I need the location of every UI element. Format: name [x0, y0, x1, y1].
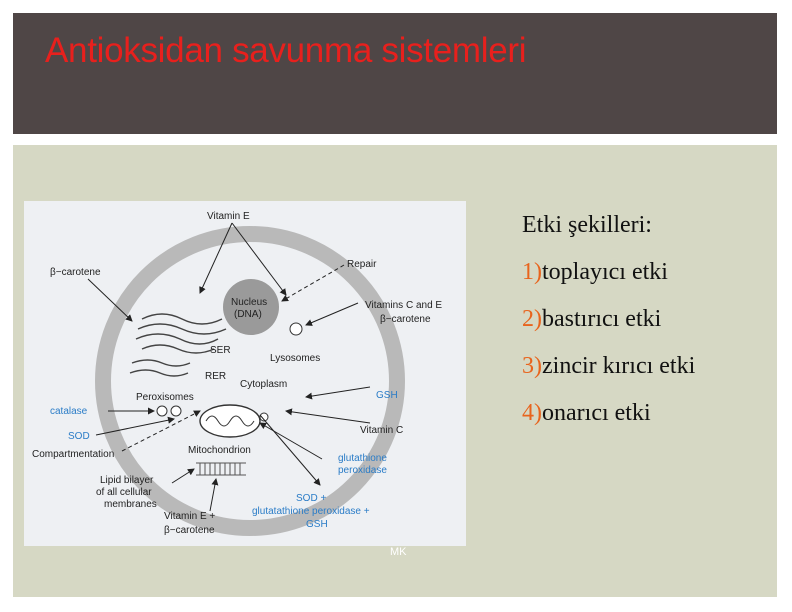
item-number: 3) — [522, 353, 542, 379]
effects-block — [522, 212, 772, 437]
label-sod: SOD — [68, 431, 90, 442]
watermark: MK — [390, 546, 407, 558]
slide-title: Antioksidan savunma sistemleri — [45, 31, 527, 70]
label-vitamin-e-plus: Vitamin E + — [164, 511, 216, 522]
label-glutathione: glutathione — [338, 453, 387, 464]
cell-antioxidant-diagram — [24, 201, 466, 546]
label-compartmentation: Compartmentation — [32, 449, 115, 460]
item-number: 4) — [522, 400, 542, 426]
label-mitochondrion: Mitochondrion — [188, 445, 251, 456]
label-vitamin-c: Vitamin C — [360, 425, 404, 436]
peroxisome-shape-1 — [157, 406, 167, 416]
label-repair: Repair — [347, 259, 377, 270]
label-sod-plus: SOD + — [296, 493, 327, 504]
label-vitamins-beta-carotene: β−carotene — [380, 314, 431, 325]
label-lipid-bilayer: Lipid bilayer — [100, 475, 154, 486]
label-vitamins-c-e: Vitamins C and E — [365, 300, 443, 311]
item-text: zincir kırıcı etki — [542, 353, 696, 379]
label-beta-carotene: β−carotene — [50, 267, 101, 278]
list-item — [522, 296, 772, 343]
effects-heading: Etki şekilleri: — [522, 212, 652, 238]
title-bar — [13, 13, 777, 134]
label-vitamin-e: Vitamin E — [207, 211, 250, 222]
label-membranes: membranes — [104, 499, 157, 510]
item-number: 1) — [522, 259, 542, 285]
item-text: toplayıcı etki — [542, 259, 668, 285]
label-peroxidase: peroxidase — [338, 465, 387, 476]
label-of-all-cellular: of all cellular — [96, 487, 152, 498]
item-text: onarıcı etki — [542, 400, 651, 426]
label-gsh: GSH — [376, 390, 398, 401]
label-nucleus: Nucleus — [231, 297, 268, 308]
list-item — [522, 249, 772, 296]
list-item — [522, 390, 772, 437]
list-item — [522, 343, 772, 390]
item-number: 2) — [522, 306, 542, 332]
label-catalase: catalase — [50, 406, 88, 417]
label-nucleus-dna: (DNA) — [234, 309, 262, 320]
effects-list — [522, 249, 772, 437]
label-cytoplasm: Cytoplasm — [240, 379, 288, 390]
peroxisome-shape-2 — [171, 406, 181, 416]
label-vitamin-e-beta-carotene: β−carotene — [164, 525, 215, 536]
label-glutathione-peroxidase-plus: glutatathione peroxidase + — [252, 506, 370, 517]
label-sod-gsh: GSH — [306, 519, 328, 530]
label-peroxisomes: Peroxisomes — [136, 392, 194, 403]
item-text: bastırıcı etki — [542, 306, 662, 332]
lipid-bilayer — [196, 463, 246, 475]
label-rer: RER — [205, 371, 227, 382]
lysosome-shape — [290, 323, 302, 335]
label-ser: SER — [210, 345, 231, 356]
label-lysosomes: Lysosomes — [270, 353, 321, 364]
